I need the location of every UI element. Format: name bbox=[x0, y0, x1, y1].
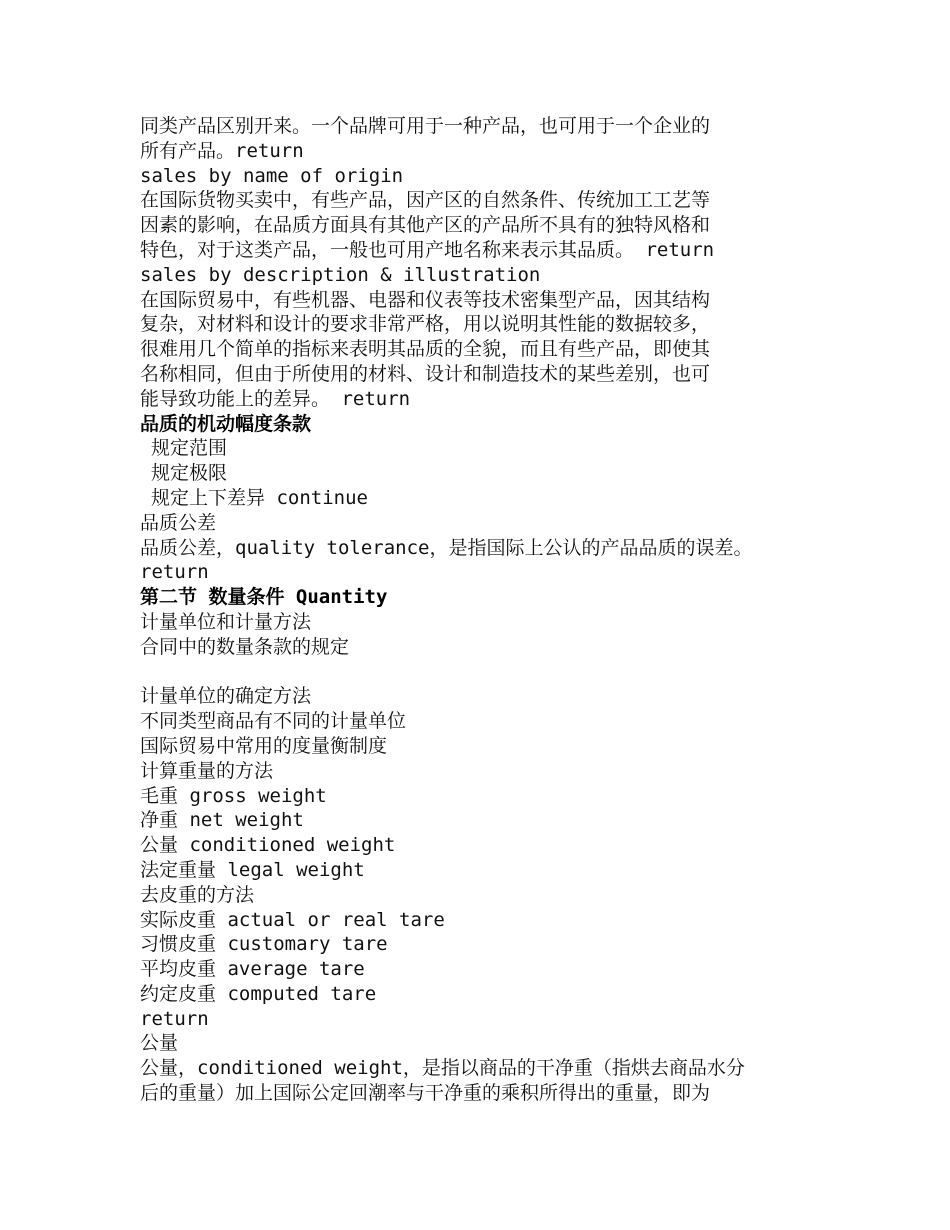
text-line: 公量 conditioned weight bbox=[140, 834, 396, 857]
text-line: return bbox=[140, 561, 209, 584]
text-line: 计算重量的方法 bbox=[140, 759, 274, 782]
text-line: 品质公差 bbox=[140, 511, 217, 534]
text-line: 约定皮重 computed tare bbox=[140, 982, 377, 1005]
text-line: 计量单位的确定方法 bbox=[140, 685, 312, 708]
text-line: 同类产品区别开来。一个品牌可用于一种产品，也可用于一个企业的 bbox=[140, 115, 711, 137]
blank-line bbox=[140, 660, 840, 685]
text-line: 公量 bbox=[140, 1032, 179, 1055]
indented-item: 规定范围 bbox=[151, 437, 228, 460]
text-line: 复杂，对材料和设计的要求非常严格，用以说明其性能的数据较多， bbox=[140, 313, 711, 336]
text-line: sales by description & illustration bbox=[140, 263, 541, 286]
text-line: 毛重 gross weight bbox=[140, 784, 327, 807]
text-line: 国际贸易中常用的度量衡制度 bbox=[140, 734, 388, 757]
text-line: 后的重量）加上国际公定回潮率与干净重的乘积所得出的重量，即为 bbox=[140, 1082, 711, 1105]
text-line: 在国际货物买卖中，有些产品，因产区的自然条件、传统加工工艺等 bbox=[140, 189, 711, 212]
text-line: sales by name of origin bbox=[140, 164, 404, 187]
text-line: 去皮重的方法 bbox=[140, 883, 255, 906]
text-line: 实际皮重 actual or real tare bbox=[140, 908, 445, 931]
text-line: 很难用几个简单的指标来表明其品质的全貌，而且有些产品，即使其 bbox=[140, 338, 711, 361]
text-line: 因素的影响，在品质方面具有其他产区的产品所不具有的独特风格和 bbox=[140, 214, 711, 237]
text-line: 不同类型商品有不同的计量单位 bbox=[140, 710, 407, 733]
document-page bbox=[140, 114, 840, 1106]
section-heading: 第二节 数量条件 Quantity bbox=[140, 586, 388, 609]
text-line: 计量单位和计量方法 bbox=[140, 610, 312, 633]
text-line: 习惯皮重 customary tare bbox=[140, 933, 388, 956]
section-heading: 品质的机动幅度条款 bbox=[140, 412, 312, 435]
text-line: 所有产品。return bbox=[140, 139, 304, 162]
text-line: 在国际贸易中，有些机器、电器和仪表等技术密集型产品，因其结构 bbox=[140, 288, 711, 311]
text-line: 特色，对于这类产品，一般也可用产地名称来表示其品质。 return bbox=[140, 238, 715, 261]
text-line: 品质公差，quality tolerance，是指国际上公认的产品品质的误差。 bbox=[140, 536, 753, 559]
text-line: 法定重量 legal weight bbox=[140, 858, 365, 881]
text-line: 合同中的数量条款的规定 bbox=[140, 635, 350, 658]
text-line: 净重 net weight bbox=[140, 809, 304, 832]
text-line: 平均皮重 average tare bbox=[140, 958, 365, 981]
text-line: 公量，conditioned weight，是指以商品的干净重（指烘去商品水分 bbox=[140, 1057, 745, 1080]
text-line: return bbox=[140, 1007, 209, 1030]
text-line: 名称相同，但由于所使用的材料、设计和制造技术的某些差别，也可 bbox=[140, 362, 711, 385]
text-line: 能导致功能上的差异。 return bbox=[140, 387, 411, 410]
indented-item: 规定极限 bbox=[151, 462, 228, 485]
indented-item: 规定上下差异 continue bbox=[151, 486, 368, 509]
